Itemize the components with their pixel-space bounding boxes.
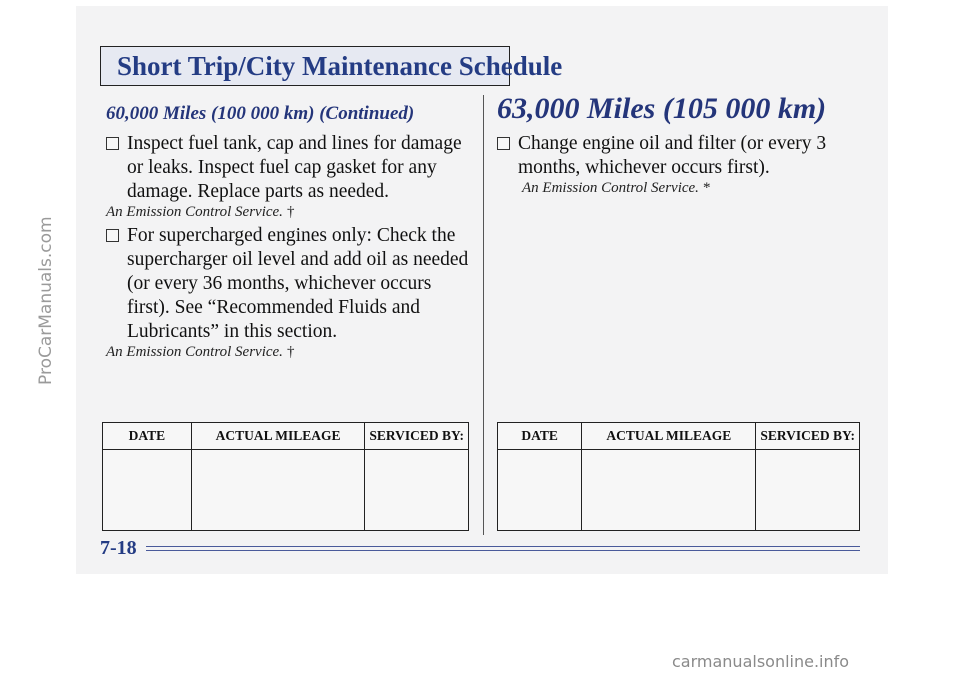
- log-cell-mileage[interactable]: [191, 450, 364, 531]
- log-header-serviced-by: SERVICED BY:: [756, 423, 860, 450]
- checkbox-icon[interactable]: [497, 137, 510, 150]
- service-log-table-right: [497, 422, 860, 531]
- bottom-watermark: carmanualsonline.info: [672, 652, 850, 671]
- checklist-item: [497, 132, 837, 180]
- side-watermark: ProCarManuals.com: [36, 216, 56, 385]
- log-header-date: DATE: [103, 423, 192, 450]
- log-header-mileage: ACTUAL MILEAGE: [582, 423, 756, 450]
- left-column-heading: 60,000 Miles (100 000 km) (Continued): [106, 103, 415, 124]
- page-title: Short Trip/City Maintenance Schedule: [117, 51, 563, 81]
- dagger-mark: †: [286, 344, 295, 360]
- footer-rule: [146, 550, 860, 551]
- log-cell-date[interactable]: [498, 450, 582, 531]
- asterisk-mark: *: [702, 180, 711, 196]
- right-column-heading: 63,000 Miles (105 000 km): [497, 92, 827, 125]
- checklist-item-text: For supercharged engines only: Check the supercharger oil level and add oil as needed (or every 36 months, whichever occurs first). See “Recommended Fluids and Lubricants” in this section.: [127, 225, 469, 342]
- footer-rule: [146, 546, 860, 547]
- log-cell-serviced-by[interactable]: [365, 450, 469, 531]
- section-banner: [100, 46, 563, 86]
- emission-note-text: An Emission Control Service.: [522, 180, 699, 196]
- checklist-item-text: Change engine oil and filter (or every 3 months, whichever occurs first).: [518, 133, 827, 178]
- log-header-serviced-by: SERVICED BY:: [365, 423, 469, 450]
- emission-note: [106, 204, 294, 221]
- log-cell-serviced-by[interactable]: [756, 450, 860, 531]
- log-header-mileage: ACTUAL MILEAGE: [191, 423, 364, 450]
- checklist-item: [106, 132, 470, 204]
- emission-note: [522, 180, 710, 197]
- checkbox-icon[interactable]: [106, 137, 119, 150]
- column-divider: [483, 95, 484, 535]
- checkbox-icon[interactable]: [106, 229, 119, 242]
- log-cell-mileage[interactable]: [582, 450, 756, 531]
- checklist-item: [106, 224, 470, 344]
- dagger-mark: †: [286, 204, 295, 220]
- page-number: 7-18: [100, 537, 137, 559]
- log-cell-date[interactable]: [103, 450, 192, 531]
- service-log-table-left: [102, 422, 469, 531]
- emission-note: [106, 344, 294, 361]
- checklist-item-text: Inspect fuel tank, cap and lines for damage or leaks. Inspect fuel cap gasket for any damage. Replace parts as needed.: [127, 133, 462, 202]
- log-header-date: DATE: [498, 423, 582, 450]
- emission-note-text: An Emission Control Service.: [106, 204, 283, 220]
- emission-note-text: An Emission Control Service.: [106, 344, 283, 360]
